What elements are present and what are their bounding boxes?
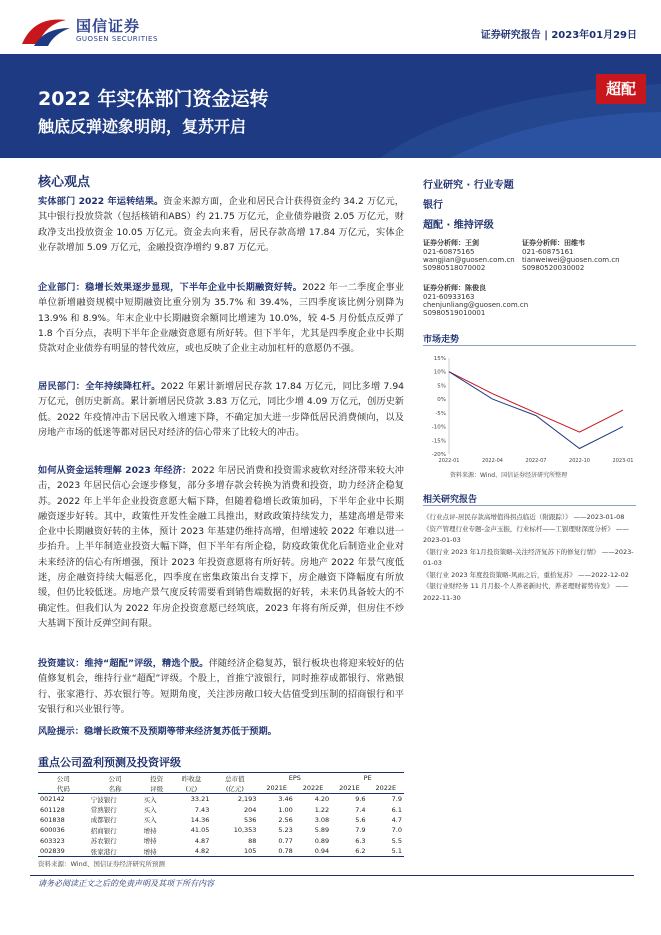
table-header-cell: (元) [172, 783, 212, 794]
table-header-cell: PE [331, 773, 404, 784]
table-header-cell: 名称 [89, 783, 142, 794]
table-cell: 招商银行 [90, 826, 117, 835]
analyst-name: 陈俊良 [465, 284, 486, 292]
paragraph-lead: 实体部门 2022 年运转结果。 [38, 196, 164, 207]
table-cell: 7.4 [355, 805, 366, 814]
table-cell: 600036 [40, 826, 65, 835]
table-cell: 3.46 [278, 795, 293, 804]
logo-name-cn: 国信证券 [76, 17, 141, 35]
analyst-cert: S0980520030002 [522, 264, 585, 272]
table-cell: 5.6 [355, 815, 366, 824]
table-source: 资料来源：Wind、国信证券经济研究所预测 [38, 860, 165, 868]
table-cell: 601128 [40, 805, 65, 814]
industry-name: 银行 [423, 200, 443, 211]
table-header-cell: (亿元) [211, 783, 258, 794]
chart-series-line [449, 372, 623, 449]
related-report-item[interactable]: 《资产管理行业专题-金声玉振，行业标杆——工银理财深度分析》 ——2023-01-03 [423, 524, 629, 544]
table-cell: 6.1 [391, 805, 402, 814]
paragraph-lead: 投资建议：维持“超配”评级，精选个股。 [38, 658, 209, 669]
paragraph-text: 伴随经济企稳复苏，银行板块也将迎来较好的估值修复机会，维持行业“超配”评级。个股上，首推宁波银行，同时推荐成都银行、常熟银行、张家港行、苏农银行等。短期角度，关注涉房敞口较大估值受到压制的招商银行和平安银行和兴业银行等。 [38, 658, 405, 715]
related-report-item[interactable]: 《行业点评-居民存款高增值得拐点临近（附跟踪）》 ——2023-01-08 [423, 513, 625, 521]
table-cell: 0.77 [278, 836, 293, 845]
footer-divider [30, 875, 634, 876]
table-cell: 增持 [143, 826, 157, 835]
chart-y-tick-label: -15% [431, 438, 446, 445]
related-report-item[interactable]: 《银行业 2023 年度投资策略-风雨之后，重拾复苏》 ——2022-12-02 [423, 570, 629, 579]
analyst-cert: S0980519010001 [423, 309, 486, 317]
chart-x-tick-label: 2022-04 [482, 458, 503, 464]
paragraph-text: 2022 年一二季度企事业单位新增融资规模中短期融资比重分别为 35.7% 和 39.4%，三四季度该比例分别降为 13.9% 和 8.9%。年末企业中长期融资余额同比增速为 10.0%，较 4-5 月份低点反弹了 1.8 个百分点，表明下半年企业融资意愿有所好转。但下半年，尤其是四季度企业中长期贷款对企业债券有明显的替代效应，或也反映了企业主动加杠杆的意愿仍不强。 [38, 282, 404, 355]
chart-x-ticks [439, 458, 634, 464]
analyst-phone: 021-60875165 [423, 248, 475, 256]
table-cell: 2,193 [237, 795, 257, 804]
market-trend-chart [423, 352, 639, 468]
table-row [38, 815, 404, 825]
chart-source: 资料来源：Wind、国信证券经济研究所整理 [450, 472, 568, 479]
table-header-row [38, 783, 404, 794]
table-cell: 6.3 [355, 836, 366, 845]
table-cell: 4.87 [194, 836, 210, 845]
rating-badge: 超配 [596, 74, 646, 104]
report-subtitle: 触底反弹迹象明朗，复苏开启 [38, 117, 247, 136]
analyst-1 [423, 238, 515, 272]
analyst-email[interactable]: tianweiwei@guosen.com.cn [522, 256, 620, 264]
table-header-cell: EPS [258, 773, 331, 784]
paragraph-text: 2022 年累计新增居民存款 17.84 万亿元，同比多增 7.94 万亿元，创历史新高。累计新增居民贷款 3.83 万亿元，同比少增 4.09 万亿元，创历史新低。2022 年疫情冲击下居民收入增速下降，不确定加大进一步降低居民消费倾向，以及房地产市场的低迷等都对居民对经济的信心带来了比较大的冲击。 [38, 381, 405, 438]
paragraph-household [38, 379, 404, 440]
disclaimer-footer[interactable]: 请务必阅读正文之后的免责声明及其项下所有内容 [38, 879, 214, 888]
table-title: 重点公司盈利预测及投资评级 [38, 756, 181, 769]
chart-y-tick-label: -20% [431, 452, 446, 458]
table-cell: 苏农银行 [90, 837, 117, 846]
paragraph-text: 2022 年居民消费和投资需求疲软对经济带来较大冲击，2023 年居民信心会逐步修复，部分多增存款会转换为消费和投资，助力经济企稳复苏。2022 年上半年企业投资意愿大幅下降，但随着稳增长政策加码，下半年企业中长期融资逐步好转。其中，政策性开发性金融工具推出，财政政策持续发力，基建高增是带来企业中长期融资好转的主体，预计 2023 年基建仍维持高增，但增速较 2022 年难以进一步抬升。上半年制造业投资大幅下降，但下半年有所企稳，防疫政策优化后制造业企业对未来经济的信心有所增强，预计 2023 年投资意愿将有所好转。房地产 2022 年景气度低迷，房企融资持续大幅恶化，四季度在密集政策出台支撑下，房企融资下降幅度有所放缓，但仍比较低迷。房地产景气度反转需要看到销售端数据的好转，未来仍具备较大的不确定性。但我们认为 2022 年房企投资意愿已经筑底，2023 年将有所反弹，但房住不炒大基调下预计反弹空间有限。 [38, 465, 404, 629]
table-cell: 002839 [38, 846, 89, 857]
paragraph-text: 稳增长政策不及预期等带来经济复苏低于预期。 [83, 726, 277, 737]
paragraph-lead: 风险提示： [38, 726, 84, 737]
chart-y-ticks [432, 356, 449, 458]
table-cell: 10,353 [233, 826, 257, 835]
paragraph-risk [38, 724, 404, 739]
chart-y-tick-label: 10% [433, 369, 446, 376]
table-cell: 603323 [40, 836, 65, 845]
table-row [38, 846, 404, 857]
table-header-cell: 总市值 [211, 773, 258, 784]
chart-x-tick-label: 2022-07 [525, 458, 547, 464]
table-cell: 宁波银行 [90, 795, 117, 804]
table-cell: 5.1 [368, 846, 404, 857]
table-header-cell: 评级 [142, 783, 172, 794]
table-cell: 2.56 [278, 815, 293, 824]
table-cell: 6.2 [331, 846, 367, 857]
logo-name-en: GUOSEN SECURITIES [76, 35, 158, 43]
table-row [38, 794, 404, 805]
analyst-role: 证券分析师： [423, 284, 465, 292]
analyst-name: 田维韦 [564, 239, 585, 247]
chart-series-line [449, 372, 623, 432]
paragraph-lead: 企业部门：稳增长效果逐步显现，下半年企业中长期融资好转。 [38, 282, 303, 293]
table-cell: 41.05 [190, 826, 210, 835]
table-cell: 88 [248, 836, 257, 845]
industry-rating: 超配 · 维持评级 [423, 220, 494, 231]
table-cell: 14.36 [190, 815, 210, 824]
table-row [38, 836, 404, 846]
paragraph-enterprise [38, 280, 404, 356]
table-cell: 4.20 [314, 795, 330, 804]
chart-y-tick-label: 0% [437, 397, 446, 404]
table-cell: 4.7 [391, 815, 402, 824]
paragraph-economy-2023 [38, 463, 404, 631]
analyst-phone: 021-60933163 [423, 293, 475, 301]
table-cell: 买入 [143, 795, 157, 804]
table-cell: 张家港行 [89, 846, 142, 857]
divider [423, 345, 636, 346]
table-cell: 4.82 [172, 846, 212, 857]
paragraph-lead: 如何从资金运转理解 2023 年经济： [38, 465, 192, 476]
chart-x-tick-label: 2023-01 [612, 458, 634, 464]
paragraph-investment-advice [38, 656, 404, 717]
table-cell: 9.6 [355, 795, 366, 804]
analyst-phone: 021-60875161 [522, 248, 574, 256]
table-row [38, 825, 404, 835]
table-cell: 204 [244, 805, 257, 814]
table-cell: 0.89 [314, 836, 330, 845]
table-cell: 1.22 [314, 805, 330, 814]
table-cell: 536 [244, 815, 257, 824]
table-header-cell: 公司 [38, 773, 89, 784]
chart-lines [449, 372, 623, 449]
chart-x-tick-label: 2022-01 [438, 458, 460, 464]
table-header-cell: 代码 [38, 783, 89, 794]
table-cell: 常熟银行 [90, 806, 117, 815]
table-cell: 5.23 [278, 826, 293, 835]
table-cell: 7.9 [355, 826, 366, 835]
chart-y-tick-label: 5% [437, 383, 446, 390]
table-cell: 成都银行 [90, 816, 117, 825]
table-header-cell: 2021E [258, 783, 294, 794]
table-cell: 5.89 [314, 826, 330, 835]
paragraph-summary [38, 194, 404, 255]
related-reports-title: 相关研究报告 [423, 495, 478, 505]
chart-y-tick-label: -10% [431, 424, 446, 431]
table-cell: 3.08 [314, 815, 330, 824]
table-cell: 5.5 [391, 836, 402, 845]
industry-category: 行业研究 · 行业专题 [423, 180, 514, 191]
table-cell: 002142 [40, 795, 65, 804]
table-cell: 33.21 [190, 795, 210, 804]
analyst-role: 证券分析师： [423, 239, 465, 247]
table-cell: 105 [211, 846, 258, 857]
analyst-email[interactable]: wangjian@guosen.com.cn [423, 256, 515, 264]
analyst-name: 王剑 [465, 239, 479, 247]
table-header-cell: 2022E [368, 783, 404, 794]
table-cell: 增持 [143, 837, 157, 846]
table-header-cell: 公司 [89, 773, 142, 784]
forecast-table [38, 772, 404, 857]
table-cell: 7.9 [391, 795, 402, 804]
table-header-cell: 昨收盘 [172, 773, 212, 784]
related-reports-list [423, 512, 639, 604]
analyst-2 [522, 238, 620, 272]
table-header-cell: 2022E [295, 783, 331, 794]
paragraph-lead: 居民部门：全年持续降杠杆。 [38, 381, 161, 392]
analyst-role: 证券分析师： [522, 239, 564, 247]
chart-y-tick-label: -5% [435, 410, 446, 417]
paragraph-text: 资金来源方面，企业和居民合计获得资金约 34.2 万亿元，其中银行投放贷款（包括核销和ABS）约 21.75 万亿元，企业债券融资 2.05 万亿元，财政净支出投放资金 10.05 万亿元。资金去向来看，居民存款高增 17.84 万亿元，实体企业存款增加 5.09 万亿元，金融投资净增约 9.87 万亿元。 [38, 196, 404, 253]
report-title: 2022 年实体部门资金运转 [38, 88, 269, 110]
analyst-cert: S0980518070002 [423, 264, 486, 272]
chart-y-tick-label: 15% [433, 356, 446, 362]
table-cell: 增持 [142, 846, 172, 857]
table-cell: 1.00 [278, 805, 293, 814]
table-cell: 买入 [143, 806, 157, 815]
table-header-cell: 2021E [331, 783, 367, 794]
core-view-heading: 核心观点 [38, 175, 91, 190]
guosen-logo-icon [20, 14, 72, 48]
analyst-email[interactable]: chenjunliang@guosen.com.cn [423, 301, 529, 309]
table-cell: 7.0 [391, 826, 402, 835]
table-cell: 买入 [143, 816, 157, 825]
table-cell: 601838 [40, 815, 65, 824]
analyst-3 [423, 283, 528, 317]
table-cell: 0.94 [295, 846, 331, 857]
table-header-cell: 投资 [142, 773, 172, 784]
table-cell: 7.43 [194, 805, 210, 814]
table-row [38, 804, 404, 814]
related-report-item[interactable]: 《银行业 2023 年1月投资策略-关注经济复苏下的修复行情》 ——2023-01-03 [423, 547, 634, 567]
table-header-row [38, 773, 404, 784]
market-trend-title: 市场走势 [423, 335, 460, 345]
divider [423, 505, 636, 506]
table-cell: 0.78 [258, 846, 294, 857]
chart-x-tick-label: 2022-10 [569, 458, 590, 464]
report-type-date: 证券研究报告 | 2023年01月29日 [480, 30, 637, 41]
related-report-item[interactable]: 《银行业财经务 11 月月报-个人养老新时代，养老理财蓄势待发》 ——2022-11-30 [423, 582, 629, 602]
